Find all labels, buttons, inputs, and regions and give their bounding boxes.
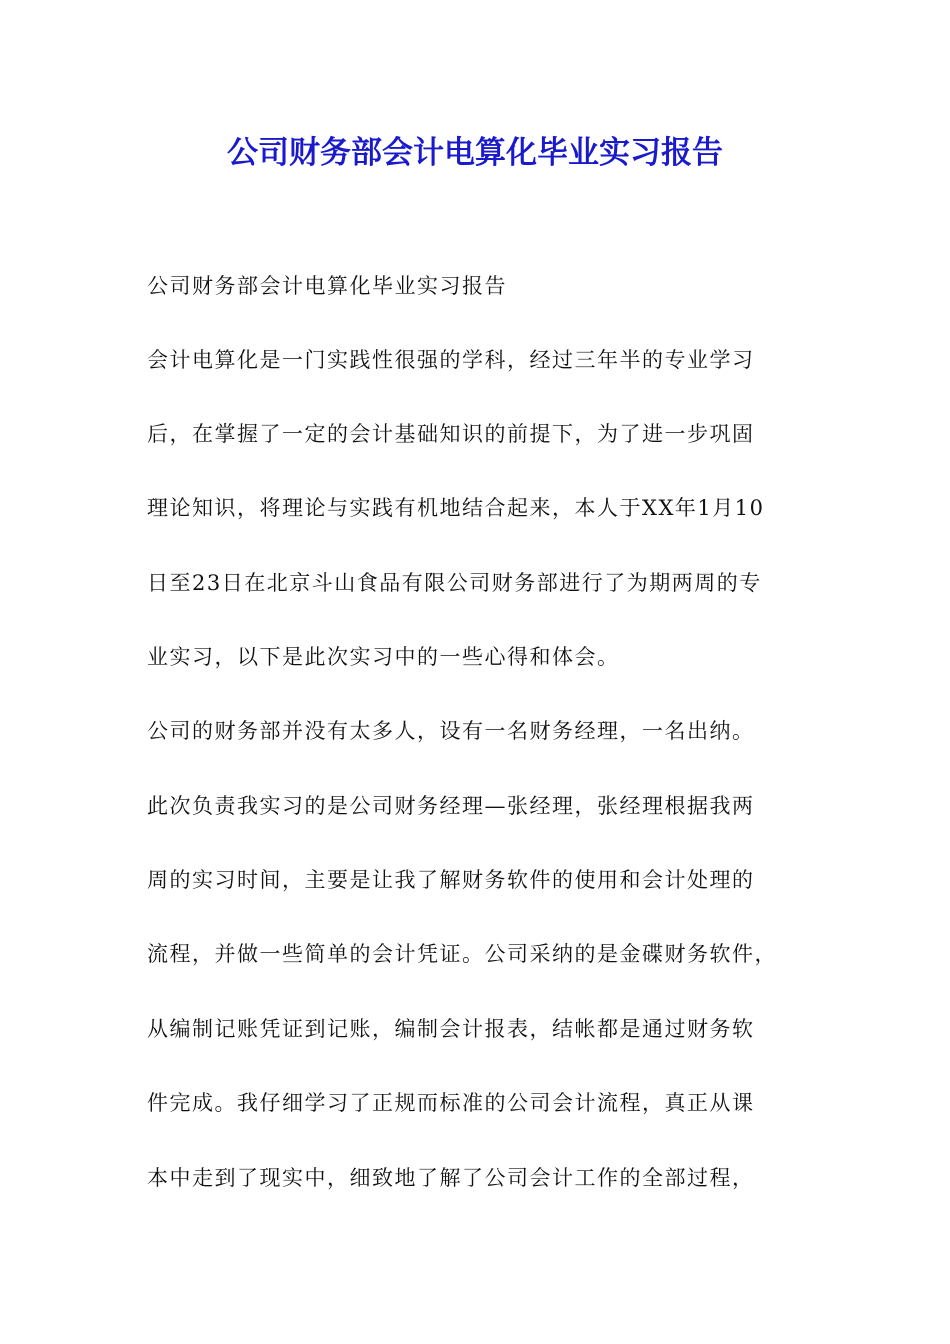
- paragraph-line: 件完成。我仔细学习了正规而标准的公司会计流程，真正从课: [147, 1091, 755, 1115]
- paragraph-line: 此次负责我实习的是公司财务经理—张经理，张经理根据我两: [147, 794, 755, 818]
- paragraph-line: 周的实习时间，主要是让我了解财务软件的使用和会计处理的: [147, 868, 755, 892]
- paragraph-line: 流程，并做一些简单的会计凭证。公司采纳的是金碟财务软件，: [147, 942, 777, 966]
- document-title: 公司财务部会计电算化毕业实习报告: [227, 135, 723, 171]
- subtitle-line: 公司财务部会计电算化毕业实习报告: [147, 274, 507, 298]
- paragraph-line: 理论知识，将理论与实践有机地结合起来，本人于XX年1月10: [147, 496, 765, 520]
- paragraph-line: 日至23日在北京斗山食品有限公司财务部进行了为期两周的专: [147, 571, 762, 595]
- paragraph-line: 本中走到了现实中，细致地了解了公司会计工作的全部过程，: [147, 1166, 755, 1190]
- paragraph-line: 公司的财务部并没有太多人，设有一名财务经理，一名出纳。: [147, 719, 755, 743]
- paragraph-line: 业实习，以下是此次实习中的一些心得和体会。: [147, 645, 620, 669]
- paragraph-line: 从编制记账凭证到记账，编制会计报表，结帐都是通过财务软: [147, 1017, 755, 1041]
- paragraph-line: 会计电算化是一门实践性很强的学科，经过三年半的专业学习: [147, 348, 755, 372]
- paragraph-line: 后，在掌握了一定的会计基础知识的前提下，为了进一步巩固: [147, 422, 755, 446]
